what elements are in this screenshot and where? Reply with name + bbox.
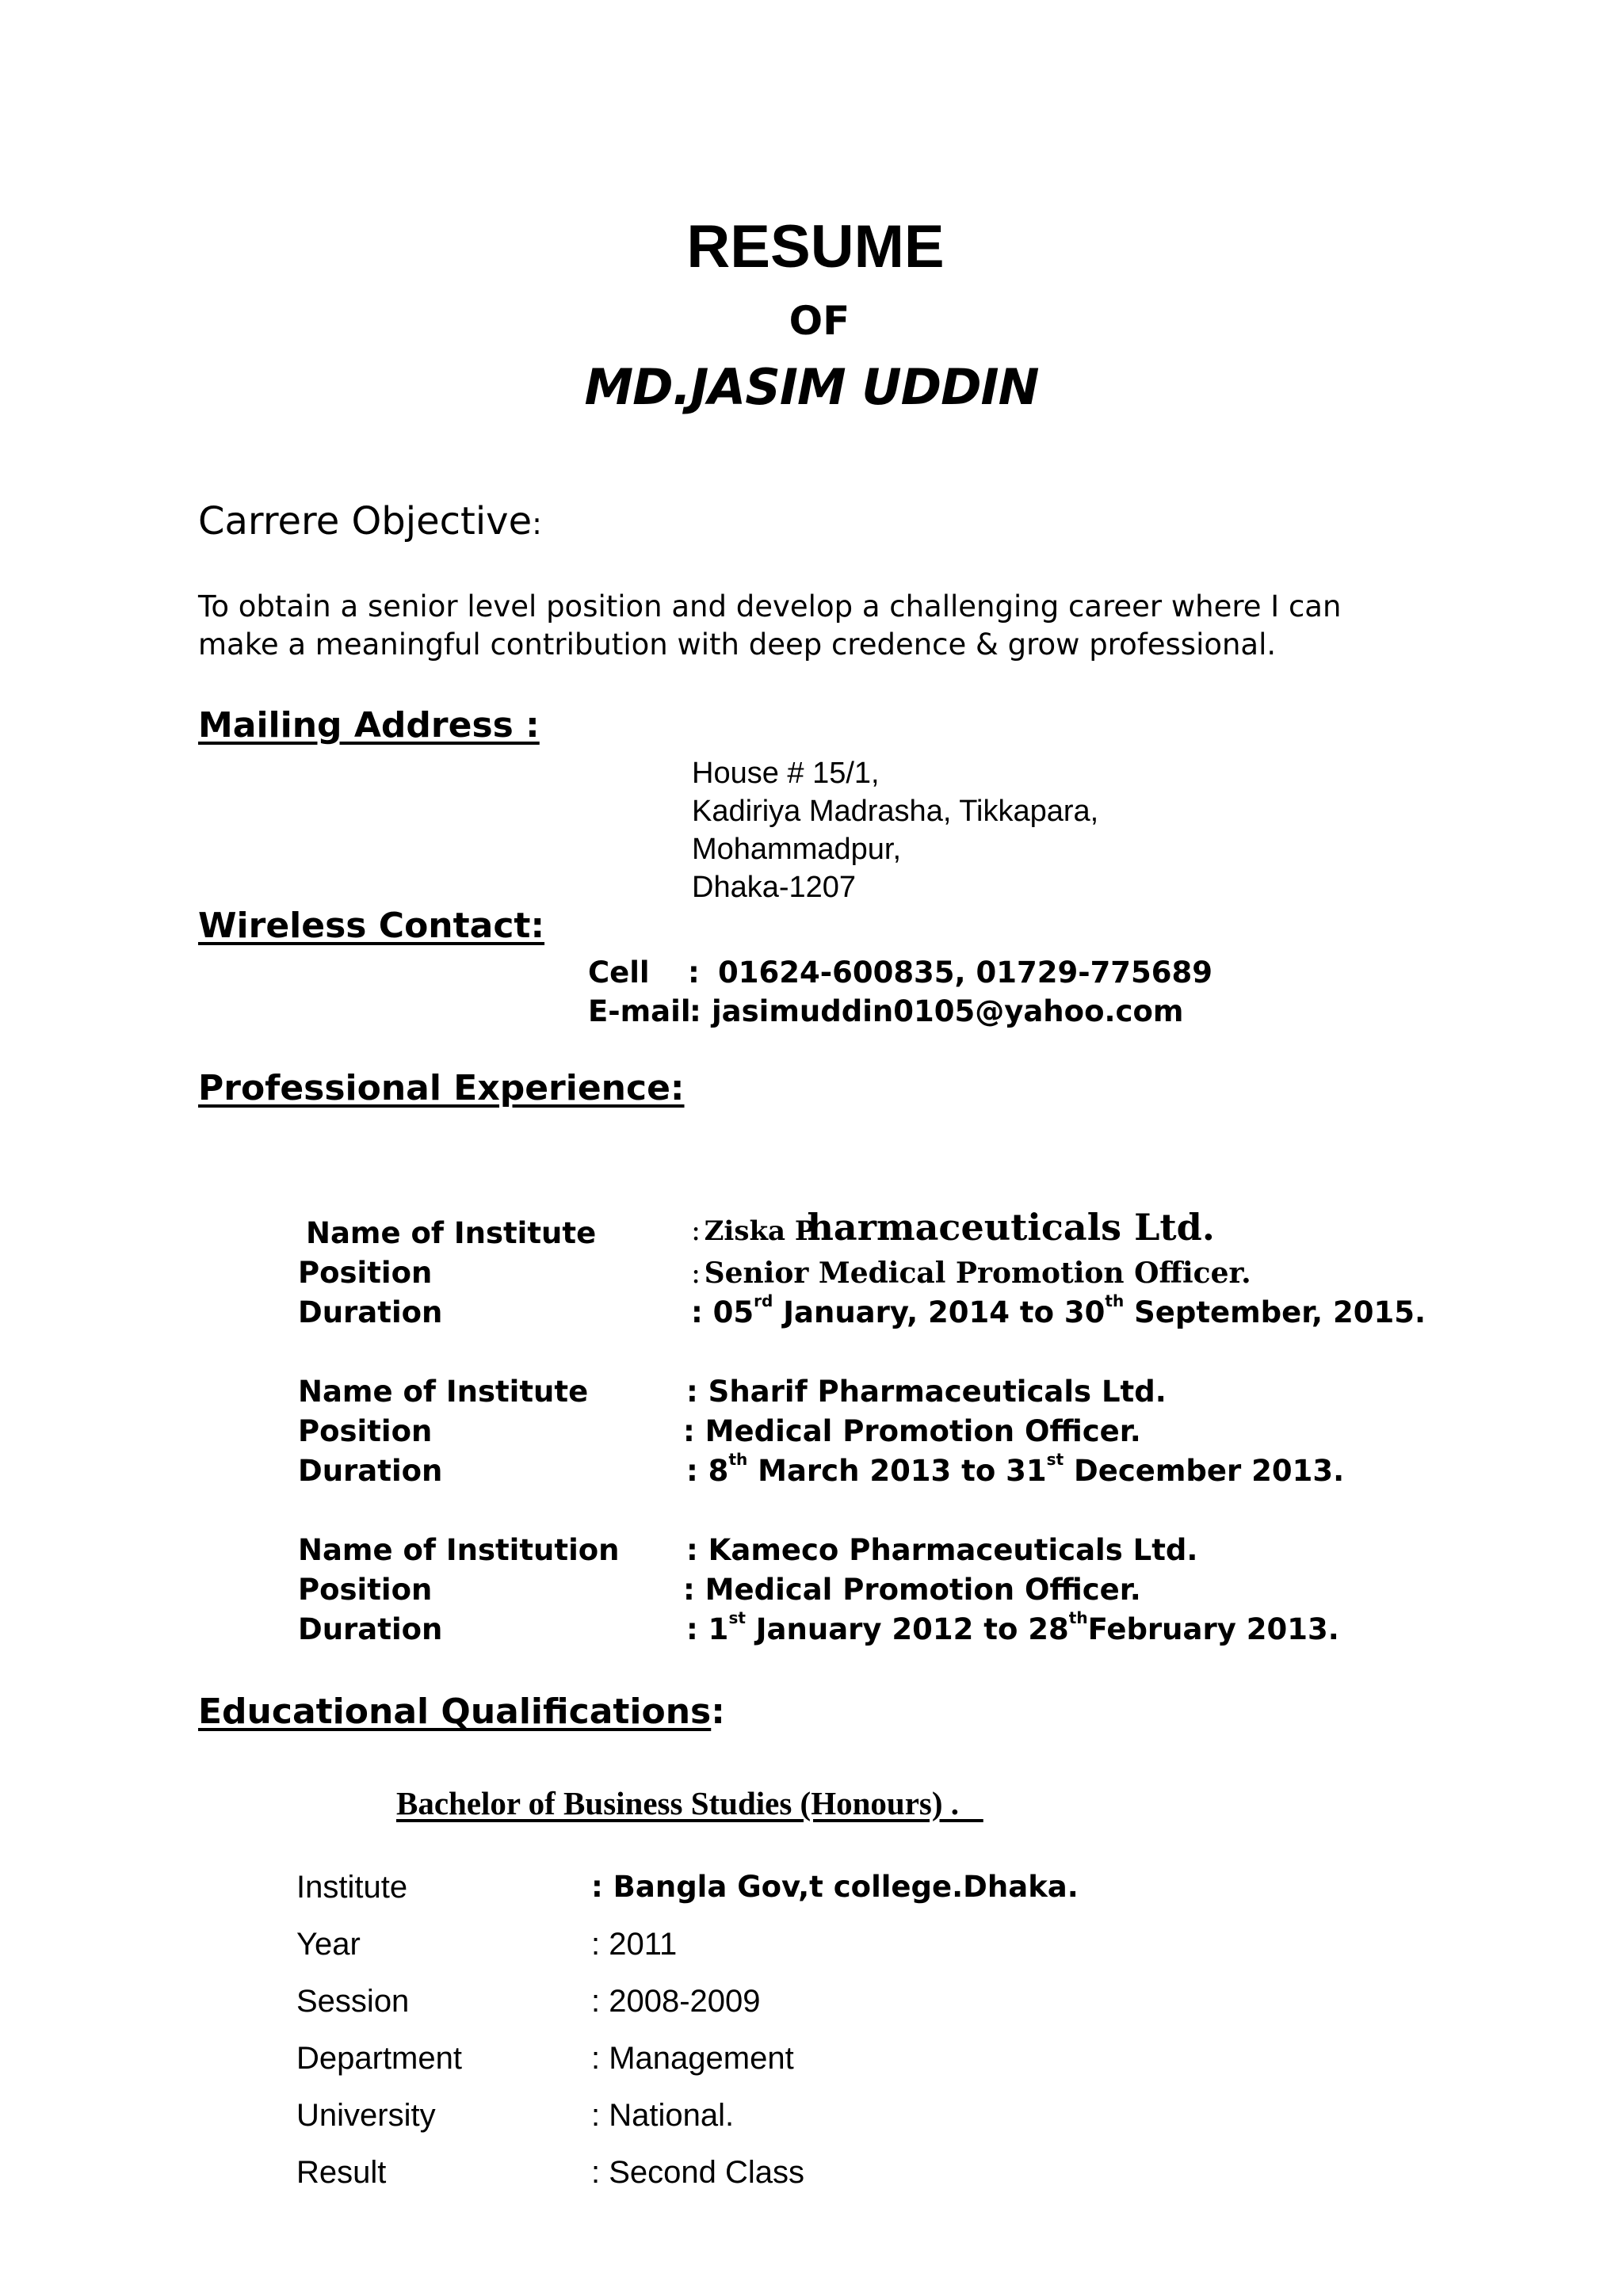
- job-2-duration-a: : 8: [686, 1454, 729, 1488]
- edu-label-year: Year: [296, 1927, 361, 1962]
- job-1-position-label: Position: [298, 1256, 433, 1290]
- job-1-institute-large: harmaceuticals Ltd.: [807, 1206, 1215, 1249]
- candidate-name: MD.JASIM UDDIN: [584, 358, 1039, 416]
- education-heading-colon: :: [711, 1691, 725, 1732]
- education-heading-text: Educational Qualifications: [198, 1691, 712, 1732]
- job-3-institute-label: Name of Institution: [298, 1533, 620, 1567]
- job-2-duration-label: Duration: [298, 1454, 443, 1488]
- objective-heading-text: Carrere Objective: [198, 499, 533, 543]
- job-2-duration-b: March 2013 to 31: [747, 1454, 1047, 1488]
- cell-label: Cell: [588, 955, 650, 990]
- job-1-position-value: [691, 1257, 1251, 1290]
- job-1-duration-a: : 05: [691, 1295, 754, 1329]
- job-1-institute-sep: :: [691, 1215, 701, 1247]
- edu-value-year: : 2011: [591, 1927, 678, 1962]
- edu-label-department: Department: [296, 2041, 462, 2076]
- objective-text: [198, 588, 1434, 664]
- objective-line-2: make a meaningful contribution with deep credence & grow professional.: [198, 627, 1277, 662]
- job-1-position-text: Senior Medical Promotion Officer.: [704, 1257, 1251, 1290]
- address-line-3: Mohammadpur,: [692, 833, 902, 866]
- mailing-address-heading: Mailing Address :: [198, 705, 540, 746]
- job-3-duration-a: : 1: [686, 1612, 729, 1646]
- cell-separator: :: [688, 955, 700, 990]
- job-1-institute-small: Ziska P: [704, 1215, 815, 1247]
- address-line-4: Dhaka-1207: [692, 871, 857, 904]
- professional-experience-heading: Professional Experience:: [198, 1068, 685, 1108]
- job-3-duration-c: February 2013.: [1087, 1612, 1339, 1646]
- resume-of: OF: [789, 298, 850, 344]
- job-2-duration-c: December 2013.: [1064, 1454, 1345, 1488]
- wireless-contact-heading: Wireless Contact:: [198, 906, 545, 946]
- job-3-position-label: Position: [298, 1573, 433, 1607]
- job-2-duration-value: [686, 1450, 1345, 1488]
- job-1-duration-b: January, 2014 to 30: [773, 1295, 1106, 1329]
- mailing-address: [692, 754, 1098, 906]
- edu-label-result: Result: [296, 2155, 387, 2190]
- job-3-duration-sup-2: th: [1068, 1608, 1088, 1627]
- job-3-duration-value: [686, 1608, 1339, 1646]
- cell-value: 01624-600835, 01729-775689: [718, 955, 1213, 990]
- job-3-position-value: : Medical Promotion Officer.: [683, 1573, 1141, 1607]
- edu-value-institute: : Bangla Gov,t college.Dhaka.: [591, 1870, 1079, 1904]
- job-2-institute-value: : Sharif Pharmaceuticals Ltd.: [686, 1375, 1167, 1409]
- job-1-duration-sup-2: th: [1105, 1291, 1125, 1310]
- email-value: jasimuddin0105@yahoo.com: [712, 994, 1184, 1028]
- email-label: E-mail: [588, 994, 691, 1028]
- job-1-duration-value: [691, 1291, 1426, 1329]
- email-separator: :: [689, 994, 701, 1028]
- edu-value-result: : Second Class: [591, 2155, 805, 2190]
- address-line-1: House # 15/1,: [692, 757, 880, 790]
- edu-label-university: University: [296, 2098, 436, 2133]
- address-line-2: Kadiriya Madrasha, Tikkapara,: [692, 795, 1099, 828]
- job-1-institute-value: [691, 1206, 1215, 1249]
- edu-value-session: : 2008-2009: [591, 1984, 761, 2019]
- objective-line-1: To obtain a senior level position and develop a challenging career where I can: [198, 589, 1342, 624]
- job-3-duration-sup-1: st: [728, 1608, 746, 1627]
- job-1-duration-c: September, 2015.: [1124, 1295, 1426, 1329]
- edu-label-institute: Institute: [296, 1870, 408, 1905]
- job-1-duration-sup-1: rd: [754, 1291, 773, 1310]
- objective-heading: [198, 499, 542, 543]
- edu-value-department: : Management: [591, 2041, 794, 2076]
- job-1-duration-label: Duration: [298, 1295, 443, 1329]
- education-heading: [198, 1691, 725, 1732]
- resume-title: RESUME: [686, 213, 945, 280]
- job-1-institute-label: Name of Institute: [306, 1216, 597, 1250]
- job-1-position-sep: :: [691, 1257, 701, 1290]
- degree-title: [396, 1784, 983, 1822]
- degree-title-text: Bachelor of Business Studies (Honours) .: [396, 1785, 960, 1821]
- job-2-duration-sup-1: th: [728, 1450, 748, 1469]
- job-2-duration-sup-2: st: [1046, 1450, 1064, 1469]
- objective-heading-colon: :: [532, 506, 542, 541]
- job-3-duration-label: Duration: [298, 1612, 443, 1646]
- edu-label-session: Session: [296, 1984, 410, 2019]
- job-3-duration-b: January 2012 to 28: [745, 1612, 1069, 1646]
- job-2-institute-label: Name of Institute: [298, 1375, 589, 1409]
- job-2-position-value: : Medical Promotion Officer.: [683, 1414, 1141, 1448]
- job-3-institute-value: : Kameco Pharmaceuticals Ltd.: [686, 1533, 1198, 1567]
- edu-value-university: : National.: [591, 2098, 735, 2133]
- job-2-position-label: Position: [298, 1414, 433, 1448]
